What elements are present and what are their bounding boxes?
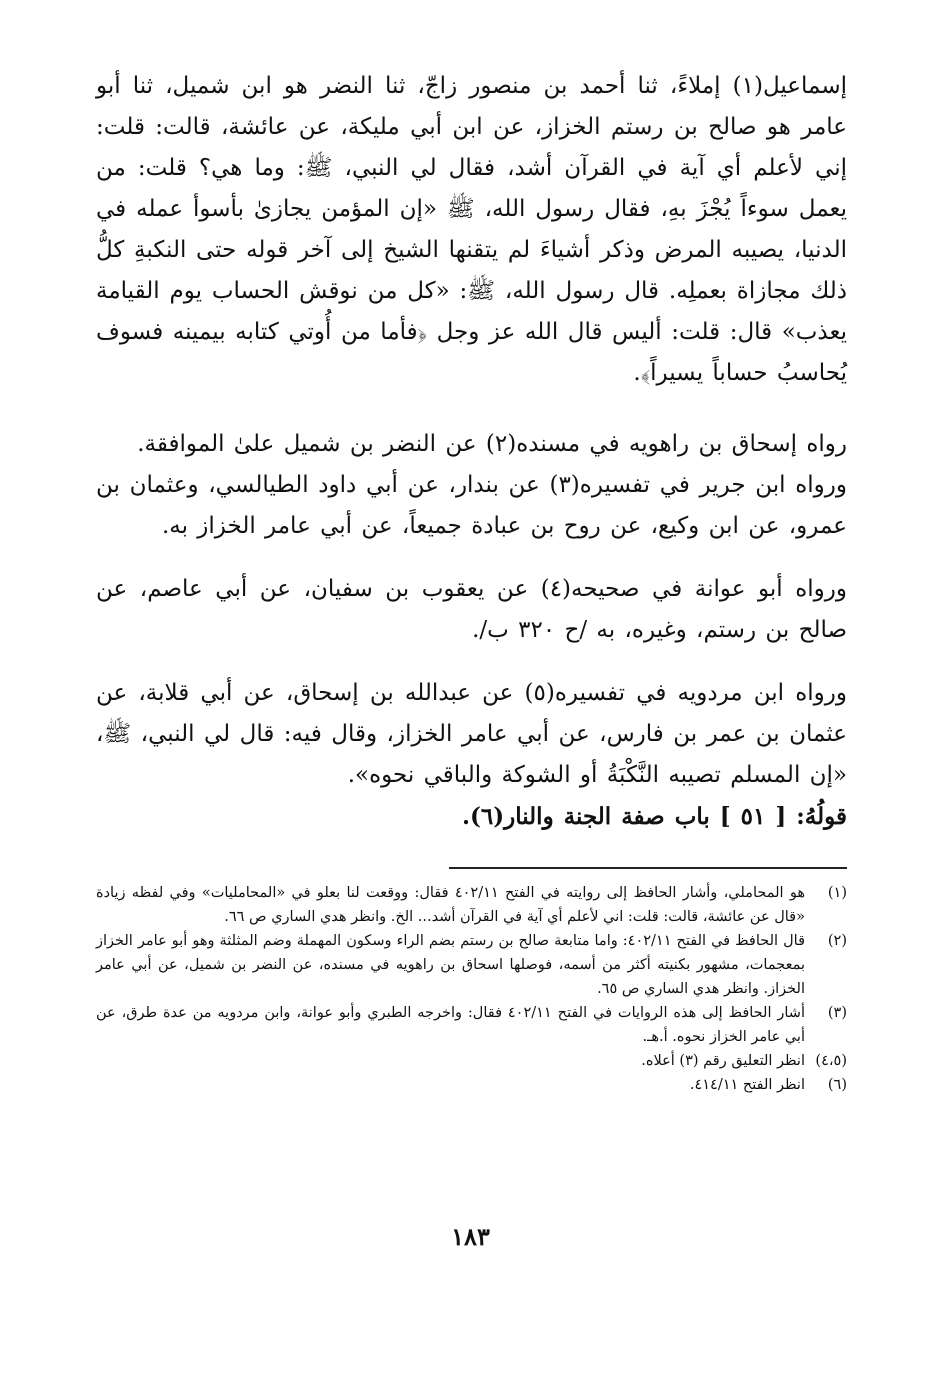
- paragraph-ibn-jarir-narration: ورواه ابن جرير في تفسيره(٣) عن بندار، عن أبي داود الطيالسي، وعثمان بن عمرو، عن ابن وكيع، عن روح بن عبادة جميعاً، عن أبي عامر الخزاز به.: [96, 472, 847, 539]
- footnote-text: هو المحاملي، وأشار الحافظ إلى روايته في الفتح ٤٠٢/١١ فقال: ووقعت لنا بعلو في «المحامليات» وفي لفظه زيادة «قال عن عائشة، قالت: قلت: اني لأعلم أي آية في القرآن أشد... الخ. وانظر هدي الساري ص ٦٦.: [96, 885, 805, 925]
- footnote-text: انظر التعليق رقم (٣) أعلاه.: [641, 1053, 805, 1069]
- footnote-number: (٣): [827, 1005, 847, 1021]
- main-text: [96, 66, 847, 837]
- footnote-number: (٢): [827, 933, 847, 949]
- footnote-text: قال الحافظ في الفتح ٤٠٢/١١: واما متابعة صالح بن رستم بضم الراء وسكون المهملة وضم المثلثة وهو أبو عامر الخزاز بمعجمات، مشهور بكنيته أكثر من أسمه، فوصلها اسحاق بن راهويه في مسنده، عن النضر بن شميل، عن أبي عامر الخزاز. وانظر هدي الساري ص ٦٥.: [96, 933, 806, 997]
- footnote-divider: [449, 867, 847, 869]
- footnotes: [96, 881, 847, 1097]
- footnote-number: (١): [827, 885, 847, 901]
- footnote-text: أشار الحافظ إلى هذه الروايات في الفتح ٤٠٢/١١ فقال: واخرجه الطبري وأبو عوانة، وابن مردويه من عدة طرق، عن أبي عامر الخزاز نحوه. أ.هـ.: [96, 1005, 805, 1045]
- paragraph-ishaq-narration: رواه إسحاق بن راهويه في مسنده(٢) عن النضر بن شميل علىٰ الموافقة.: [137, 431, 847, 457]
- page-number: ١٨٣: [451, 1222, 490, 1251]
- footnote-item: [96, 1073, 847, 1097]
- section-heading: قولُهُ: [ ٥١ ] باب صفة الجنة والنار(٦).: [461, 803, 847, 830]
- paragraph-abu-awana-narration: ورواه أبو عوانة في صحيحه(٤) عن يعقوب بن سفيان، عن أبي عاصم، عن صالح بن رستم، وغيره، به /ح ٣٢٠ ب/.: [96, 576, 847, 643]
- paragraph-ibn-mardawayh-narration: ورواه ابن مردويه في تفسيره(٥) عن عبدالله بن إسحاق، عن أبي قلابة، عن عثمان بن عمر بن فارس، عن أبي عامر الخزاز، وقال فيه: قال لي النبي، ﷺ، «إن المسلم تصيبه النَّكْبَةُ أو الشوكة والباقي نحوه».: [96, 680, 847, 788]
- footnote-item: [96, 1049, 847, 1073]
- footnote-item: [96, 881, 847, 929]
- footnote-item: [96, 929, 847, 1001]
- paragraph-hadith-text: إسماعيل(١) إملاءً، ثنا أحمد بن منصور زاجّ، ثنا النضر هو ابن شميل، ثنا أبو عامر هو صالح بن رستم الخزاز، عن ابن أبي مليكة، عن عائشة، قالت: قلت: إني لأعلم أي آية في القرآن أشد، فقال لي النبي، ﷺ: وما هي؟ قلت: من يعمل سوءاً يُجْزَ بهِ، فقال رسول الله، ﷺ «إن المؤمن يجازىٰ بأسوأ عمله في الدنيا، يصيبه المرض وذكر أشياءَ لم يتقنها الشيخ إلى آخر قوله حتى النكبةِ كلُّ ذلك مجازاة بعملِه. قال رسول الله، ﷺ: «كل من نوقش الحساب يوم القيامة يعذب» قال: قلت: أليس قال الله عز وجل ﴿فأما من أُوتي كتابه بيمينه فسوف يُحاسبُ حساباً يسيراً﴾.: [96, 73, 847, 386]
- footnote-item: [96, 1001, 847, 1049]
- footnote-text: انظر الفتح ٤١٤/١١.: [689, 1077, 805, 1093]
- footnote-number: (٦): [827, 1077, 847, 1093]
- footnote-number: (٤،٥): [815, 1053, 847, 1069]
